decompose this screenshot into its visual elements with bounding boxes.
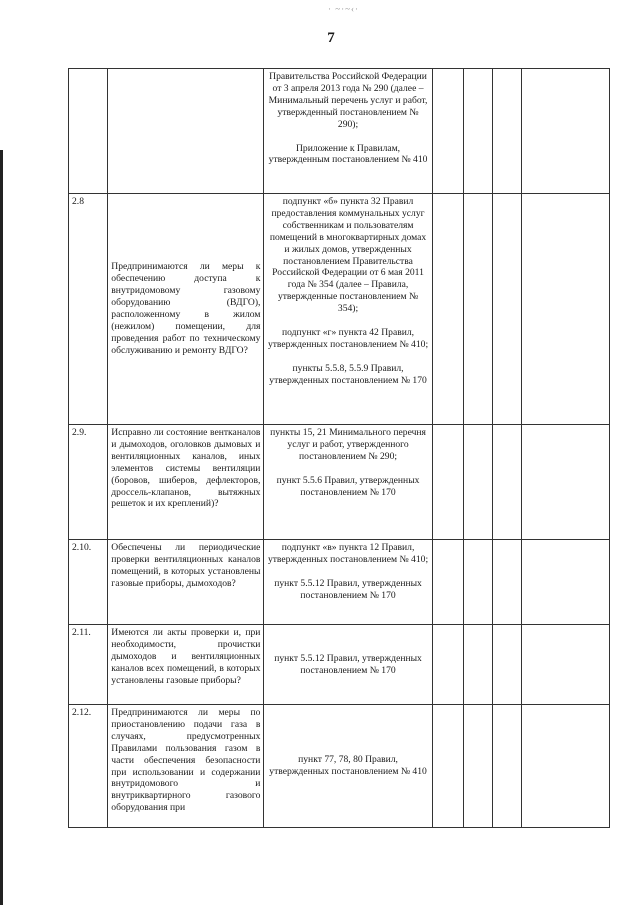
norm-text: подпункт «в» пункта 12 Правил, утвержденных постановлением № 410;: [267, 542, 429, 565]
answer-cell[interactable]: [432, 705, 463, 828]
norm-text: пункт 5.5.6 Правил, утвержденных постановлением № 170: [276, 474, 420, 498]
answer-cell[interactable]: [493, 69, 522, 194]
row-number: [69, 69, 108, 194]
notes-cell[interactable]: [522, 625, 610, 705]
row-number: 2.8: [69, 194, 108, 425]
norm-text: Приложение к Правилам, утвержденным постановлением № 410: [268, 142, 428, 166]
table-row: [69, 425, 610, 540]
page-number: 7: [327, 30, 335, 46]
question-cell: Обеспечены ли периодические проверки вентиляционных каналов помещений, в которых установлены газовые приборы, дымоходов?: [108, 540, 264, 625]
norm-text: подпункт «г» пункта 42 Правил, утвержденных постановлением № 410;: [267, 327, 429, 350]
question-cell: Исправно ли состояние вентканалов и дымоходов, оголовков дымовых и вентиляционных каналов, иных элементов системы вентиляции (боровов, шиберов, дефлекторов, дроссель-клапанов, вытяжных решеток и их креплений)?: [108, 425, 264, 540]
answer-cell[interactable]: [432, 69, 463, 194]
question-cell: Предпринимаются ли меры по приостановлению подачи газа в случаях, предусмотренных Правилами пользования газом в части обеспечения безопасности при использовании и содержании внутридомового и внутриквартирного газового оборудования при: [108, 705, 264, 828]
norm-text: пункты 15, 21 Минимального перечня услуг и работ, утвержденного постановлением № 290;: [270, 427, 426, 462]
answer-cell[interactable]: [463, 540, 492, 625]
answer-cell[interactable]: [493, 705, 522, 828]
notes-cell[interactable]: [522, 425, 610, 540]
norm-text: пункты 5.5.8, 5.5.9 Правил, утвержденных постановлением № 170: [269, 362, 427, 386]
row-number: 2.9.: [69, 425, 108, 540]
row-number: 2.11.: [69, 625, 108, 705]
answer-cell[interactable]: [463, 705, 492, 828]
answer-cell[interactable]: [432, 194, 463, 425]
question-cell: [108, 69, 264, 194]
norm-text: пункт 5.5.12 Правил, утвержденных постановлением № 170: [274, 577, 422, 601]
norm-text: пункт 5.5.12 Правил, утвержденных постановлением № 170: [274, 652, 422, 676]
notes-cell[interactable]: [522, 69, 610, 194]
norm-cell: [264, 194, 432, 425]
scan-mark: · ~·~‹·: [328, 4, 359, 14]
norm-cell: [264, 705, 432, 828]
notes-cell[interactable]: [522, 194, 610, 425]
answer-cell[interactable]: [463, 625, 492, 705]
answer-cell[interactable]: [432, 540, 463, 625]
norm-cell: [264, 69, 432, 194]
table-row: [69, 625, 610, 705]
row-number: 2.10.: [69, 540, 108, 625]
answer-cell[interactable]: [493, 540, 522, 625]
table-row: [69, 194, 610, 425]
notes-cell[interactable]: [522, 540, 610, 625]
answer-cell[interactable]: [493, 625, 522, 705]
question-cell: Имеются ли акты проверки и, при необходимости, прочистки дымоходов и вентиляционных каналов всех помещений, в которых установлены газовые приборы?: [108, 625, 264, 705]
checklist-table: [68, 68, 610, 828]
answer-cell[interactable]: [432, 425, 463, 540]
table-row: [69, 705, 610, 828]
answer-cell[interactable]: [432, 625, 463, 705]
answer-cell[interactable]: [493, 425, 522, 540]
norm-text: пункт 77, 78, 80 Правил, утвержденных постановлением № 410: [269, 754, 427, 777]
answer-cell[interactable]: [463, 69, 492, 194]
answer-cell[interactable]: [463, 425, 492, 540]
notes-cell[interactable]: [522, 705, 610, 828]
norm-text: Правительства Российской Федерации от 3 апреля 2013 года № 290 (далее – Минимальный перечень услуг и работ, утвержденный постановлением № 290);: [268, 71, 428, 130]
norm-cell: [264, 540, 432, 625]
norm-cell: [264, 425, 432, 540]
table-row: [69, 540, 610, 625]
answer-cell[interactable]: [493, 194, 522, 425]
row-number: 2.12.: [69, 705, 108, 828]
norm-text: подпункт «б» пункта 32 Правил предоставления коммунальных услуг собственникам и пользователям помещений в многоквартирных домах и жилых домов, утвержденных постановлением Правительства Российской Федерации от 6 мая 2011 года № 354 (далее – Правила, утвержденные постановлением № 354);: [269, 196, 427, 315]
table-row: [69, 69, 610, 194]
question-cell: Предпринимаются ли меры к обеспечению доступа к внутридомовому газовому оборудованию (ВДГО), расположенному в жилом (нежилом) помещении, для проведения работ по техническому обслуживанию и ремонту ВДГО?: [108, 194, 264, 425]
scan-edge-bar: [0, 150, 3, 905]
norm-cell: [264, 625, 432, 705]
answer-cell[interactable]: [463, 194, 492, 425]
